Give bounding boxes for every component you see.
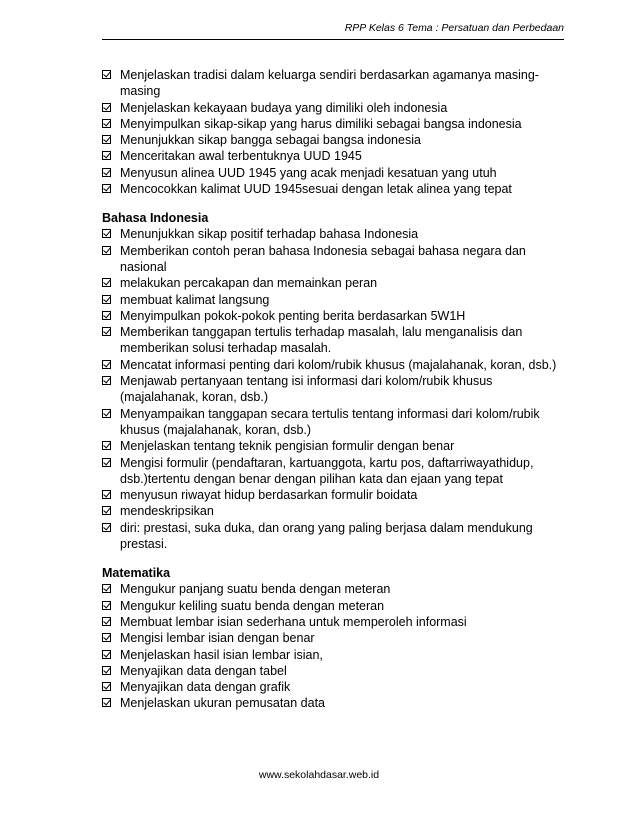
list-item — [102, 630, 564, 646]
list-item-text: Menjelaskan tentang teknik pengisian formulir dengan benar — [120, 439, 455, 454]
list-item — [102, 679, 564, 695]
list-item — [102, 100, 564, 116]
list-item-text: Memberikan tanggapan tertulis terhadap masalah, lalu menganalisis dan memberikan solusi terhadap masalah. — [120, 325, 523, 356]
page-footer: www.sekolahdasar.web.id — [258, 769, 380, 781]
checkbox-checked-icon — [102, 119, 111, 128]
list-item-text: Membuat lembar isian sederhana untuk memperoleh informasi — [120, 614, 467, 629]
list-item-text: Mengukur keliling suatu benda dengan meteran — [120, 598, 385, 613]
list-item-text: melakukan percakapan dan memainkan peran — [120, 276, 378, 291]
checkbox-checked-icon — [102, 506, 111, 515]
list-item — [102, 438, 564, 454]
list-item-text: Memberikan contoh peran bahasa Indonesia sebagai bahasa negara dan nasional — [120, 243, 526, 274]
checkbox-checked-icon — [102, 327, 111, 336]
list-item — [102, 226, 564, 242]
checkbox-checked-icon — [102, 698, 111, 707]
checkbox-checked-icon — [102, 184, 111, 193]
list-item-text: Menjelaskan ukuran pemusatan data — [120, 696, 325, 711]
list-item — [102, 487, 564, 503]
list-item — [102, 581, 564, 597]
checkbox-checked-icon — [102, 151, 111, 160]
list-item-text: Menyimpulkan sikap-sikap yang harus dimiliki sebagai bangsa indonesia — [120, 116, 522, 131]
list-item — [102, 503, 564, 519]
list-item-text: mendeskripsikan — [120, 504, 214, 519]
list-item-text: membuat kalimat langsung — [120, 292, 270, 307]
checkbox-checked-icon — [102, 458, 111, 467]
list-item-text: Mengisi formulir (pendaftaran, kartuanggota, kartu pos, daftarriwayathidup, dsb.)tertentu dengan benar dengan pilihan kata dan ejaan yang tepat — [120, 455, 534, 486]
list-item — [102, 165, 564, 181]
list-item — [102, 243, 564, 276]
list-item — [102, 132, 564, 148]
checkbox-checked-icon — [102, 441, 111, 450]
checkbox-checked-icon — [102, 490, 111, 499]
list-item — [102, 275, 564, 291]
list-item-text: Menyajikan data dengan tabel — [120, 663, 287, 678]
list-item-text: Mencocokkan kalimat UUD 1945sesuai dengan letak alinea yang tepat — [120, 182, 512, 197]
list-item — [102, 647, 564, 663]
checkbox-checked-icon — [102, 409, 111, 418]
list-item — [102, 292, 564, 308]
list-item — [102, 455, 564, 488]
list-item-text: Menjelaskan kekayaan budaya yang dimiliki oleh indonesia — [120, 100, 448, 115]
list-item — [102, 324, 564, 357]
checkbox-checked-icon — [102, 246, 111, 255]
checkbox-checked-icon — [102, 617, 111, 626]
checkbox-checked-icon — [102, 135, 111, 144]
list-item — [102, 598, 564, 614]
checkbox-checked-icon — [102, 103, 111, 112]
list-item-text: Menyampaikan tanggapan secara tertulis tentang informasi dari kolom/rubik khusus (majalahanak, koran, dsb.) — [120, 406, 540, 437]
checkbox-checked-icon — [102, 523, 111, 532]
checkbox-checked-icon — [102, 70, 111, 79]
checkbox-checked-icon — [102, 650, 111, 659]
checkbox-checked-icon — [102, 168, 111, 177]
list-item-text: Mengukur panjang suatu benda dengan meteran — [120, 582, 391, 597]
list-item-text: Menjawab pertanyaan tentang isi informasi dari kolom/rubik khusus (majalahanak, koran, dsb.) — [120, 374, 493, 405]
checkbox-checked-icon — [102, 376, 111, 385]
checkbox-checked-icon — [102, 601, 111, 610]
section-heading: Bahasa Indonesia — [102, 211, 209, 226]
checkbox-checked-icon — [102, 682, 111, 691]
list-item — [102, 308, 564, 324]
list-item — [102, 520, 564, 553]
list-item-text: Menceritakan awal terbentuknya UUD 1945 — [120, 149, 362, 164]
section-bahasa-indonesia — [102, 210, 564, 552]
list-item-text: Menjelaskan tradisi dalam keluarga sendiri berdasarkan agamanya masing-masing — [120, 68, 539, 99]
list-item-text: Menunjukkan sikap bangga sebagai bangsa indonesia — [120, 133, 421, 148]
document-body — [102, 67, 564, 712]
checkbox-checked-icon — [102, 584, 111, 593]
list-item-text: Menyimpulkan pokok-pokok penting berita berdasarkan 5W1H — [120, 308, 466, 323]
checkbox-checked-icon — [102, 666, 111, 675]
list-item — [102, 614, 564, 630]
section-matematika — [102, 565, 564, 711]
list-item-text: Menyusun alinea UUD 1945 yang acak menjadi kesatuan yang utuh — [120, 165, 497, 180]
list-item-text: diri: prestasi, suka duka, dan orang yang paling berjasa dalam mendukung prestasi. — [120, 520, 533, 552]
list-item-text: Menyajikan data dengan grafik — [120, 680, 291, 695]
list-item-text: Menjelaskan hasil isian lembar isian, — [120, 647, 323, 662]
checkbox-checked-icon — [102, 278, 111, 287]
section-heading: Matematika — [102, 566, 171, 581]
checkbox-checked-icon — [102, 311, 111, 320]
list-item-text: Menunjukkan sikap positif terhadap bahasa Indonesia — [120, 227, 419, 242]
list-item — [102, 373, 564, 406]
list-item — [102, 148, 564, 164]
checkbox-checked-icon — [102, 360, 111, 369]
section-tema — [102, 67, 564, 197]
list-item-text: menyusun riwayat hidup berdasarkan formulir boidata — [120, 488, 418, 503]
checkbox-checked-icon — [102, 229, 111, 238]
list-item — [102, 695, 564, 711]
list-item — [102, 357, 564, 373]
list-item — [102, 406, 564, 439]
list-item-text: Mengisi lembar isian dengan benar — [120, 631, 315, 646]
list-item — [102, 67, 564, 100]
checkbox-checked-icon — [102, 633, 111, 642]
page-header: RPP Kelas 6 Tema : Persatuan dan Perbedaan — [102, 20, 564, 40]
list-item — [102, 116, 564, 132]
checkbox-checked-icon — [102, 295, 111, 304]
list-item — [102, 663, 564, 679]
list-item — [102, 181, 564, 197]
list-item-text: Mencatat informasi penting dari kolom/rubik khusus (majalahanak, koran, dsb.) — [120, 357, 557, 372]
